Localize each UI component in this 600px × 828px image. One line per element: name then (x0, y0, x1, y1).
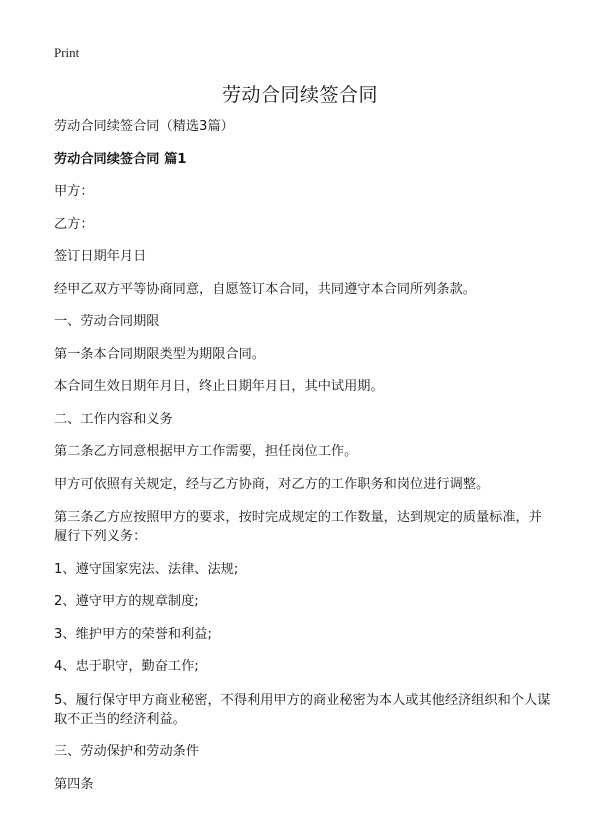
obligation-item: 2、遵守甲方的规章制度; (54, 594, 199, 609)
document-title: 劳动合同续签合同 (221, 84, 378, 106)
party-a-line: 甲方： (54, 184, 94, 199)
section-heading: 劳动合同续签合同 篇1 (54, 151, 187, 167)
clause-article-4: 第四条 (54, 776, 94, 792)
clause-heading-duties: 二、工作内容和义务 (54, 411, 173, 427)
clause-article-2: 第二条乙方同意根据甲方工作需要，担任岗位工作。 (54, 444, 358, 459)
obligation-item: 5、履行保守甲方商业秘密，不得利用甲方的商业秘密为本人或其他经济组织和个人谋取不正当的经济利益。 (54, 692, 551, 727)
clause-article-3: 第三条乙方应按照甲方的要求，按时完成规定的工作数量，达到规定的质量标准，并履行下列义务： (54, 510, 542, 544)
clause-heading-protection: 三、劳动保护和劳动条件 (54, 744, 200, 759)
obligation-item: 1、遵守国家宪法、法律、法规; (54, 561, 239, 577)
preamble-paragraph: 经甲乙双方平等协商同意，自愿签订本合同，共同遵守本合同所列条款。 (54, 281, 476, 297)
party-b-line: 乙方： (54, 216, 94, 232)
clause-effective-dates: 本合同生效日期年月日，终止日期年月日，其中试用期。 (54, 379, 384, 394)
print-link[interactable]: Print (54, 45, 80, 60)
obligation-item: 3、维护甲方的荣誉和利益; (54, 626, 212, 642)
clause-article-1: 第一条本合同期限类型为期限合同。 (54, 346, 265, 362)
doc-subtitle: 劳动合同续签合同（精选3篇） (54, 119, 234, 134)
signing-date-line: 签订日期年月日 (54, 249, 147, 264)
obligation-item: 4、忠于职守，勤奋工作; (54, 659, 199, 674)
clause-heading-term: 一、劳动合同期限 (54, 314, 160, 329)
clause-adjustment: 甲方可依照有关规定，经与乙方协商，对乙方的工作职务和岗位进行调整。 (54, 476, 490, 492)
document-body (54, 118, 554, 808)
